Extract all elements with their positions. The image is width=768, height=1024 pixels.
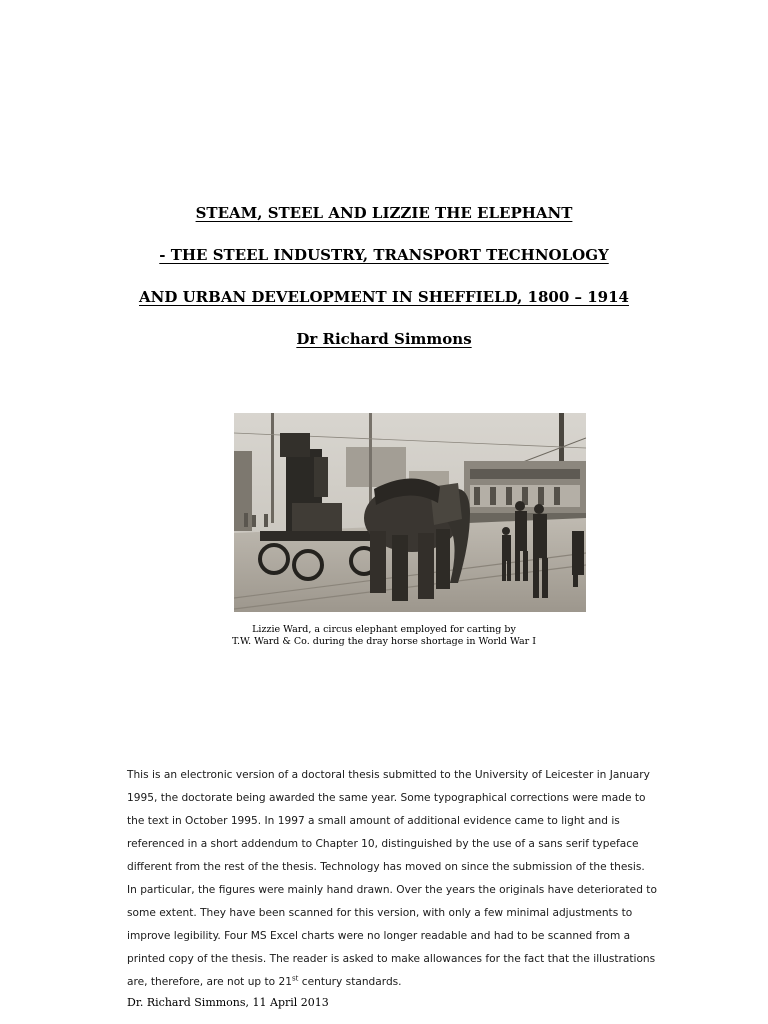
body-line: referenced in a short addendum to Chapter 10, distinguished by the use of a sans serif typeface xyxy=(127,838,639,850)
body-line: 1995, the doctorate being awarded the same year. Some typographical corrections were made to xyxy=(127,792,646,804)
photo-caption-line-2: T.W. Ward & Co. during the dray horse shortage in World War I xyxy=(232,636,536,647)
title-line-3: AND URBAN DEVELOPMENT IN SHEFFIELD, 1800 – 1914 xyxy=(139,288,629,306)
signature-line: Dr. Richard Simmons, 11 April 2013 xyxy=(127,996,329,1009)
body-last-line xyxy=(127,971,702,994)
title-line-1: STEAM, STEEL AND LIZZIE THE ELEPHANT xyxy=(195,204,573,222)
body-line: In particular, the figures were mainly hand drawn. Over the years the originals have deteriorated to xyxy=(127,884,657,896)
title-line-2: - THE STEEL INDUSTRY, TRANSPORT TECHNOLOGY xyxy=(159,246,609,264)
photo-caption-line-1: Lizzie Ward, a circus elephant employed for carting by xyxy=(252,624,516,635)
thesis-note xyxy=(127,764,702,994)
body-line: the text in October 1995. In 1997 a small amount of additional evidence came to light and is xyxy=(127,815,620,827)
ordinal-suffix: st xyxy=(291,974,299,983)
body-line: improve legibility. Four MS Excel charts were no longer readable and had to be scanned from a xyxy=(127,930,631,942)
body-last-line-pre: are, therefore, are not up to 21 xyxy=(127,976,292,988)
body-line: some extent. They have been scanned for this version, with only a few minimal adjustments to xyxy=(127,907,633,919)
body-line: different from the rest of the thesis. Technology has moved on since the submission of the thesis. xyxy=(127,861,645,873)
body-line: printed copy of the thesis. The reader is asked to make allowances for the fact that the illustrations xyxy=(127,953,656,965)
body-last-line-post: century standards. xyxy=(298,976,402,988)
elephant-pulling-cart-photo xyxy=(234,413,586,612)
author-name: Dr Richard Simmons xyxy=(296,330,472,348)
body-line: This is an electronic version of a doctoral thesis submitted to the University of Leicester in January xyxy=(127,769,650,781)
